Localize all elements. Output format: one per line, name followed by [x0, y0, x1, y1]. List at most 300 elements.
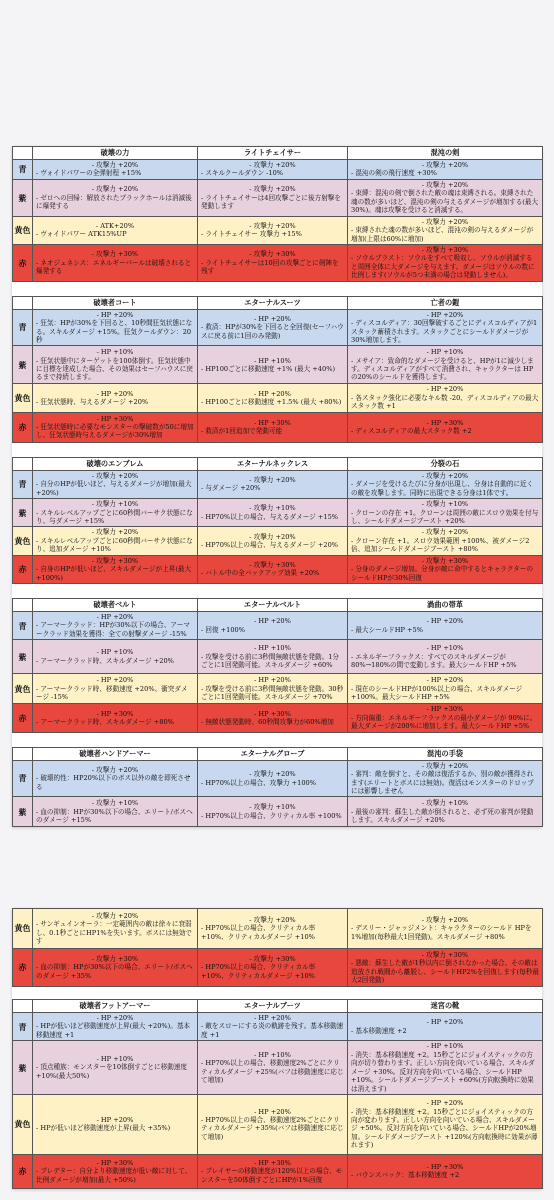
base-stat-line: - 攻撃力 +10%: [249, 504, 296, 513]
effect-text: - 血の抑制：HPが30%以下の場合、エリート/ボスへのダメージ +15%: [36, 807, 193, 825]
effect-text: - クローン存在 +1。スロウ効果範囲 +100%、被ダメージ2倍、追加シールドダメージブースト +80%: [351, 536, 530, 554]
base-stat-line: - 攻撃力 +20%: [249, 185, 296, 194]
base-stat-line: - 攻撃力 +20%: [91, 765, 139, 774]
item-name-header: 混沌の手袋: [348, 747, 543, 760]
base-stat-line: - 攻撃力 +30%: [91, 556, 139, 565]
effect-cell: [33, 640, 198, 674]
effect-cell: [33, 1013, 198, 1041]
effect-cell: [198, 412, 348, 442]
effect-cell: [198, 949, 348, 987]
base-stat-line: - HP +20%: [254, 1014, 291, 1022]
effect-cell: [348, 949, 543, 987]
effect-cell: [198, 499, 348, 527]
effect-cell: [348, 909, 543, 949]
effect-cell: [33, 612, 198, 640]
header-blank-cell: [13, 147, 33, 160]
rarity-row-purple: [13, 179, 543, 216]
rarity-row-red: [13, 1154, 543, 1188]
item-name-header: ライトチェイサー: [198, 147, 348, 160]
base-stat-line: - HP +20%: [426, 310, 464, 319]
base-stat-line: - HP +10%: [254, 644, 291, 653]
rarity-row-purple: [13, 499, 543, 527]
effect-text: - ヴォイドパワーの全弾射程 +15%: [36, 169, 142, 178]
rarity-row-blue: [13, 470, 543, 498]
base-stat-line: - HP +10%: [96, 648, 134, 657]
base-stat-line: - ATK+20%: [95, 221, 135, 230]
base-stat-line: - HP +20%: [96, 1116, 134, 1124]
base-stat-line: - 攻撃力 +20%: [91, 161, 139, 169]
rarity-label: 黄色: [13, 527, 33, 555]
header-blank-cell: [13, 296, 33, 309]
effect-text: - 混沌の剣の飛行速度 +30%: [351, 169, 437, 178]
base-stat-line: - 攻撃力 +20%: [421, 217, 469, 226]
item-name-header: エターナルグローブ: [198, 747, 348, 760]
rarity-row-red: [13, 949, 543, 987]
base-stat-line: - HP +20%: [426, 676, 464, 685]
rarity-label: 青: [13, 1013, 33, 1041]
effect-text: - 攻撃を受ける前に3秒間無敵状態を発動。30秒ごとに1回発動可能。スキルダメージ +70%: [201, 684, 344, 702]
rarity-label: 紫: [13, 179, 33, 216]
base-stat-line: - HP +20%: [254, 676, 291, 685]
effect-text: - HPが低いほど移動速度が上昇(最大 +35%): [36, 1124, 171, 1133]
effect-cell: [348, 797, 543, 827]
effect-cell: [33, 499, 198, 527]
effect-text: - 攻撃を受ける前に3秒間無敵状態を発動。1分ごとに1回発動可能。スキルダメージ +60%: [201, 652, 339, 670]
item-name-header: 分裂の石: [348, 457, 543, 470]
base-stat-line: - 攻撃力 +20%: [91, 471, 139, 480]
base-stat-line: - 攻撃力 +30%: [421, 556, 469, 565]
effect-cell: [198, 179, 348, 216]
header-blank-cell: [13, 747, 33, 760]
effect-cell: [33, 470, 198, 498]
rarity-label: 青: [13, 760, 33, 797]
effect-text: - 血の抑制：HPが30%以下の場合、エリート/ボスへのダメージ +35%: [36, 963, 193, 980]
effect-cell: [33, 179, 198, 216]
rarity-label: 黄色: [13, 909, 33, 949]
item-name-header: 破壊の力: [33, 147, 198, 160]
item-name-header: 亡者の鎧: [348, 296, 543, 309]
effect-cell: [348, 216, 543, 244]
rarity-row-red: [13, 412, 543, 442]
effect-cell: [348, 704, 543, 732]
header-row: [13, 1000, 543, 1013]
rarity-label: 青: [13, 612, 33, 640]
base-stat-line: - HP +20%: [96, 676, 134, 685]
effect-text: - ネオジェネシス：エネルギーパールは破壊されると爆発する: [36, 258, 192, 276]
effect-cell: [348, 1013, 543, 1041]
equipment-table: [12, 296, 543, 443]
base-stat-line: - 攻撃力 +20%: [421, 471, 469, 480]
rarity-label: 紫: [13, 499, 33, 527]
base-stat-line: - HP +30%: [254, 418, 291, 427]
rarity-row-yellow: [13, 1094, 543, 1154]
base-stat-line: - HP +10%: [96, 1054, 134, 1063]
effect-cell: [348, 346, 543, 384]
effect-cell: [348, 555, 543, 583]
item-name-header: 混沌の剣: [348, 147, 543, 160]
base-stat-line: - 攻撃力 +20%: [421, 180, 469, 189]
rarity-row-blue: [13, 160, 543, 180]
effect-cell: [33, 412, 198, 442]
rarity-label: 紫: [13, 1041, 33, 1095]
effect-text: - クローンの存在 +1。クローンは周囲の敵にスロウ効果を付与し、シールドダメージブースト +20%: [351, 508, 539, 525]
header-row: [13, 457, 543, 470]
rarity-label: 紫: [13, 346, 33, 384]
effect-cell: [348, 612, 543, 640]
effect-cell: [33, 160, 198, 180]
equipment-table: [12, 908, 543, 987]
base-stat-line: - 攻撃力 +30%: [249, 560, 296, 569]
effect-text: - エネルギーフラックス：すべてのスキルダメージが 80%→180%の間で変動します。最大シールドHP +5%: [351, 652, 517, 670]
rarity-label: 紫: [13, 797, 33, 827]
effect-text: - 方向偏重：エネルギーフラックスの最小ダメージが 90%に。最大ダメージが200%に増加します。最大シールドHP +5%: [351, 713, 537, 731]
effect-cell: [33, 384, 198, 412]
effect-text: - プレイヤーの移動速度が120%以上の場合、モンスターを50体倒すごとにHPが1%回復: [201, 1167, 343, 1184]
base-stat-line: - HP +30%: [426, 705, 464, 714]
effect-text: - ライトチェイサーは10回の攻撃ごとに剣陣を残す: [201, 258, 339, 276]
rarity-row-red: [13, 555, 543, 583]
item-name-header: エターナルブーツ: [198, 1000, 348, 1013]
base-stat-line: - 攻撃力 +20%: [421, 161, 469, 169]
effect-cell: [198, 797, 348, 827]
rarity-row-red: [13, 704, 543, 732]
effect-cell: [348, 640, 543, 674]
effect-cell: [348, 1041, 543, 1095]
base-stat-line: - 攻撃力 +20%: [421, 761, 469, 770]
effect-cell: [33, 949, 198, 987]
effect-text: - メサイア：致命的なダメージを受けると、HPが1に減少します。ディスコルディアがすべて消費され、キャラクターは HPの20%のシールドを獲得します。: [351, 356, 534, 382]
effect-cell: [348, 1154, 543, 1188]
section-gap: [12, 733, 542, 747]
effect-text: - アーマークラッド時、スキルダメージ +20%: [36, 656, 174, 665]
effect-text: - アーマークラッド：HPが30%以下の場合、アーマークラッド効果を獲得：全ての射撃ダメージ -15%: [36, 621, 190, 638]
base-stat-line: - 攻撃力 +10%: [249, 803, 296, 812]
effect-cell: [198, 1094, 348, 1154]
base-stat-line: - 攻撃力 +30%: [249, 250, 296, 259]
base-stat-line: - HP +20%: [254, 1107, 291, 1116]
base-stat-line: - 攻撃力 +30%: [421, 245, 469, 254]
effect-text: - 分身のダメージ増加。分身が敵に命中するとキャラクターのシールドHPが30%回復: [351, 565, 534, 582]
base-stat-line: - 攻撃力 +20%: [421, 915, 469, 924]
rarity-row-purple: [13, 797, 543, 827]
section-gap: [12, 584, 542, 598]
effect-text: - HP70%以上の場合、移動速度2%ごとにクリティカルダメージ +25%(バフは移動速度に応じて増加): [201, 1059, 344, 1085]
base-stat-line: - HP +20%: [254, 314, 291, 323]
item-name-header: エターナルネックレス: [198, 457, 348, 470]
rarity-label: 黄色: [13, 1094, 33, 1154]
effect-text: - HP70%以上の場合、クリティカル率 +10%、クリティカルダメージ +10%: [201, 924, 316, 941]
rarity-label: 赤: [13, 244, 33, 281]
effect-text: - 救済が1回追加で発動可能: [201, 427, 283, 436]
effect-cell: [198, 384, 348, 412]
base-stat-line: - 攻撃力 +20%: [91, 185, 139, 194]
effect-text: - 与ダメージ +20%: [201, 484, 261, 493]
rarity-row-yellow: [13, 674, 543, 704]
effect-text: - 悪敵：蘇生した敵が1秒以内に倒されなかった場合、その敵は追放され戦闘から離脱し、シールドHP2%を回復します(毎秒最大2回発動): [351, 959, 539, 984]
effect-cell: [33, 1094, 198, 1154]
effect-text: - HP70%以上の場合、与えるダメージ +20%: [201, 541, 339, 550]
effect-text: - ダメージを受けるたびに分身が出現し、分身は自動的に近くの敵を攻撃します。同時に出現できる分身は1体です。: [351, 480, 534, 497]
effect-text: - HPが低いほど移動速度が上昇(最大 +20%)。基本移動速度 +1: [36, 1022, 191, 1039]
equipment-table: [12, 146, 543, 282]
base-stat-line: - HP +10%: [426, 644, 464, 653]
effect-text: - バウンスバック：基本移動速度 +2: [351, 1171, 460, 1180]
item-name-header: 迷宮の靴: [348, 1000, 543, 1013]
effect-cell: [198, 760, 348, 797]
rarity-row-blue: [13, 1013, 543, 1041]
effect-text: - 自分のHPが低いほど、与えるダメージが増加(最大 +20%): [36, 480, 192, 497]
effect-cell: [33, 1041, 198, 1095]
effect-cell: [348, 499, 543, 527]
base-stat-line: - 攻撃力 +30%: [91, 954, 139, 963]
effect-text: - 消失：基本移動速度 +2。15秒ごとにジョイスティックの方向が切り替わります。正しい方向を向いている場合、スキルダメージ +30%。反対方向を向いている場合、シールドHP +10%。シールドダメージブースト +60%(方向転換時に効果は消えます): [351, 1050, 535, 1093]
effect-text: - スキルレベルアップごとに60秒間バーサク状態になり、追加ダメージ +10%: [36, 536, 193, 554]
effect-cell: [198, 1041, 348, 1095]
effect-cell: [348, 309, 543, 346]
header-row: [13, 147, 543, 160]
effect-text: - バトル中の全バックアップ効果 +20%: [201, 569, 320, 578]
effect-text: - デスリー・ジャッジメント：キャラクターのシールド HPを1%増加(毎秒最大1回発動)。スキルダメージ +80%: [351, 924, 532, 941]
rarity-label: 黄色: [13, 384, 33, 412]
base-stat-line: - 攻撃力 +20%: [249, 915, 296, 924]
base-stat-line: - HP +30%: [254, 709, 291, 718]
effect-cell: [198, 909, 348, 949]
item-name-header: 破壊のエンブレム: [33, 457, 198, 470]
header-row: [13, 599, 543, 612]
effect-cell: [198, 216, 348, 244]
effect-text: - HP70%以上の場合、与えるダメージ +15%: [201, 512, 339, 521]
effect-text: - 救済：HPが30%を下回ると全回復(セーフハウスに戻る前に1回のみ発動): [201, 323, 344, 340]
effect-text: - HP70%以上の場合、移動速度2%ごとにクリティカルダメージ +35%(バフは移動速度に応じて増加): [201, 1116, 344, 1141]
effect-text: - 最大シールドHP +5%: [351, 625, 424, 634]
base-stat-line: - HP +30%: [96, 709, 134, 718]
base-stat-line: - HP +30%: [426, 1163, 464, 1171]
base-stat-line: - 攻撃力 +20%: [249, 161, 296, 169]
effect-text: - 頂点種族：モンスターを10体倒すごとに移動速度 +10%(最大50%): [36, 1063, 187, 1080]
effect-cell: [33, 216, 198, 244]
effect-text: - 自身のHPが低いほど、スキルダメージが上昇(最大 +100%): [36, 565, 192, 582]
base-stat-line: - HP +30%: [96, 414, 134, 423]
effect-cell: [348, 760, 543, 797]
rarity-row-blue: [13, 309, 543, 346]
effect-cell: [33, 244, 198, 281]
effect-text: - 基本移動速度 +2: [351, 1026, 407, 1035]
header-blank-cell: [13, 457, 33, 470]
effect-text: - 現在のシールドHPが100%以上の場合、スキルダメージ +100%。最大シールドHP +5%: [351, 684, 523, 702]
effect-cell: [198, 1013, 348, 1041]
base-stat-line: - 攻撃力 +20%: [91, 528, 139, 537]
base-stat-line: - HP +10%: [426, 348, 464, 357]
effect-text: - HP100ごとに移動速度 +1.5% (最大 +80%): [201, 398, 342, 407]
effect-cell: [33, 909, 198, 949]
effect-cell: [348, 160, 543, 180]
effect-cell: [348, 1094, 543, 1154]
base-stat-line: - HP +20%: [426, 1018, 464, 1027]
effect-text: - HP70%以上の場合、クリティカル率 +10%、クリティカルダメージ +10%: [201, 963, 316, 980]
effect-cell: [348, 527, 543, 555]
rarity-label: 赤: [13, 555, 33, 583]
effect-text: - ディスコルディアの最大スタック数 +2: [351, 427, 472, 436]
rarity-label: 紫: [13, 640, 33, 674]
base-stat-line: - HP +10%: [254, 356, 291, 365]
base-stat-line: - 攻撃力 +20%: [249, 532, 296, 541]
equipment-table: [12, 457, 543, 584]
effect-text: - 敵をスローにする炎の軌跡を残す。基本移動速度 +1: [201, 1022, 344, 1039]
effect-text: - 各スタック強化に必要なキル数 -20、ディスコルディアの最大スタック数 +1: [351, 393, 539, 411]
effect-text: - 破壊的性：HP20%以下のボス以外の敵を即死させる: [36, 774, 191, 791]
section-gap: [12, 282, 542, 296]
effect-cell: [348, 244, 543, 281]
effect-cell: [33, 555, 198, 583]
base-stat-line: - HP +20%: [254, 389, 291, 398]
base-stat-line: - 攻撃力 +30%: [421, 950, 469, 959]
rarity-row-yellow: [13, 384, 543, 412]
effect-text: - 審判：敵を倒すと、その敵は復活するか、別の敵が獲得されます(エリートとボスには無効)。復活はモンスターのドロップには影響しません: [351, 770, 534, 795]
effect-cell: [198, 470, 348, 498]
rarity-label: 青: [13, 309, 33, 346]
section-gap: [12, 987, 542, 999]
effect-text: - 回復 +100%: [201, 625, 245, 634]
effect-text: - HP100ごとに移動速度 +1% (最大 +40%): [201, 364, 336, 373]
lower-sheet: [12, 908, 542, 1189]
item-name-header: 破壊者ベルト: [33, 599, 198, 612]
rarity-label: 赤: [13, 704, 33, 732]
base-stat-line: - 攻撃力 +30%: [249, 954, 296, 963]
base-stat-line: - HP +20%: [254, 617, 291, 626]
item-name-header: 破壊者コート: [33, 296, 198, 309]
effect-cell: [348, 412, 543, 442]
item-name-header: 渦曲の帯革: [348, 599, 543, 612]
base-stat-line: - HP +30%: [96, 1158, 134, 1167]
base-stat-line: - HP +20%: [96, 1014, 134, 1022]
base-stat-line: - HP +30%: [426, 418, 464, 427]
section-gap: [12, 443, 542, 457]
base-stat-line: - HP +20%: [96, 613, 134, 621]
item-name-header: 破壊者フットアーマー: [33, 1000, 198, 1013]
effect-cell: [33, 346, 198, 384]
effect-cell: [33, 760, 198, 797]
effect-text: - 無敵状態発動時、60秒間攻撃力が60%増加: [201, 717, 334, 726]
base-stat-line: - HP +20%: [96, 310, 134, 319]
effect-cell: [198, 527, 348, 555]
effect-cell: [198, 309, 348, 346]
rarity-label: 黄色: [13, 216, 33, 244]
effect-text: - ディスコルディア：30回撃破するごとにディスコルディアが1スタック蓄積されます。スタックごとにシールドダメージが30%増加します。: [351, 319, 538, 344]
base-stat-line: - HP +30%: [254, 1158, 291, 1167]
effect-cell: [33, 674, 198, 704]
base-stat-line: - HP +10%: [426, 1042, 464, 1051]
rarity-row-purple: [13, 1041, 543, 1095]
effect-text: - 束縛：混沌の剣で倒された敵の魂は束縛される。束縛された魂の数が多いほど、混沌の剣の与えるダメージが増加する(最大30%)。魂は攻撃を受けると消滅する。: [351, 189, 539, 215]
rarity-label: 赤: [13, 412, 33, 442]
item-name-header: エターナルベルト: [198, 599, 348, 612]
base-stat-line: - 攻撃力 +10%: [91, 500, 139, 509]
effect-text: - 狂気：HPが30%を下回ると、10秒間狂気状態になる。スキルダメージ +15%。狂気クールダウン：20秒: [36, 319, 193, 344]
effect-text: - ソウルブラスト：ソウルをすべて吸収し、ソウルが消滅すると周囲全体に大ダメージを与えます。ダメージはソウルの数に比例します(ソウルが5つ未満の場合は発動しません)。: [351, 254, 535, 280]
base-stat-line: - 攻撃力 +20%: [249, 475, 296, 484]
base-stat-line: - HP +20%: [426, 385, 464, 394]
effect-text: - 狂気状態中にターゲットを100体倒す。狂気状態中に目標を達成した場合、その効果はセーフハウスに戻るまで持続します。: [36, 356, 193, 382]
upper-sheet: [12, 146, 542, 827]
item-name-header: エターナルスーツ: [198, 296, 348, 309]
rarity-label: 赤: [13, 1154, 33, 1188]
base-stat-line: - HP +20%: [426, 617, 464, 626]
base-stat-line: - 攻撃力 +20%: [249, 770, 296, 779]
effect-cell: [348, 179, 543, 216]
effect-cell: [348, 384, 543, 412]
effect-text: - ライトチェイサー 攻撃力 +15%: [201, 230, 302, 239]
rarity-label: 青: [13, 160, 33, 180]
rarity-row-yellow: [13, 216, 543, 244]
header-row: [13, 296, 543, 309]
base-stat-line: - 攻撃力 +20%: [91, 911, 139, 920]
base-stat-line: - 攻撃力 +10%: [91, 799, 139, 808]
equipment-table: [12, 999, 543, 1189]
header-blank-cell: [13, 599, 33, 612]
effect-cell: [198, 612, 348, 640]
effect-cell: [198, 244, 348, 281]
effect-text: - アーマークラッド時、スキルダメージ +80%: [36, 717, 174, 726]
effect-text: - ライトチェイサーは4回攻撃ごとに後方射撃を発動します: [201, 193, 341, 210]
base-stat-line: - HP +10%: [96, 348, 134, 357]
rarity-row-red: [13, 244, 543, 281]
effect-text: - アーマークラッド時、移動速度 +20%、衝突ダメージ -15%: [36, 684, 188, 702]
effect-cell: [198, 674, 348, 704]
rarity-label: 黄色: [13, 674, 33, 704]
rarity-row-yellow: [13, 527, 543, 555]
equipment-table: [12, 747, 543, 828]
effect-cell: [348, 674, 543, 704]
effect-cell: [198, 555, 348, 583]
effect-text: - 狂気状態時、与えるダメージ +20%: [36, 398, 149, 407]
effect-cell: [348, 470, 543, 498]
effect-text: - ヴォイドパワー ATK15%UP: [36, 230, 127, 239]
effect-cell: [33, 1154, 198, 1188]
base-stat-line: - HP +20%: [426, 1099, 464, 1108]
base-stat-line: - HP +10%: [254, 1050, 291, 1059]
base-stat-line: - HP +20%: [96, 389, 134, 398]
effect-text: - プレデター：自分より移動速度が低い敵に対して、比例ダメージが増加(最大 +50%): [36, 1167, 192, 1184]
effect-cell: [33, 797, 198, 827]
effect-text: - 最後の審判：蘇生した敵が倒されると、必ず死の審判が発動します。スキルダメージ +20%: [351, 807, 534, 825]
equipment-table: [12, 598, 543, 733]
header-row: [13, 747, 543, 760]
base-stat-line: - 攻撃力 +10%: [421, 500, 469, 509]
rarity-row-purple: [13, 346, 543, 384]
rarity-row-yellow: [13, 909, 543, 949]
base-stat-line: - 攻撃力 +30%: [91, 250, 139, 259]
rarity-row-purple: [13, 640, 543, 674]
base-stat-line: - 攻撃力 +10%: [421, 799, 469, 808]
effect-cell: [33, 704, 198, 732]
effect-cell: [198, 160, 348, 180]
rarity-row-blue: [13, 612, 543, 640]
effect-text: - スキルレベルアップごとに60秒間バーサク状態になり、与ダメージ +15%: [36, 508, 193, 525]
effect-text: - ゼロへの回帰：解放されたブラックホールは消滅後に爆発する: [36, 193, 192, 210]
rarity-row-blue: [13, 760, 543, 797]
rarity-label: 赤: [13, 949, 33, 987]
effect-cell: [198, 640, 348, 674]
effect-cell: [33, 309, 198, 346]
effect-cell: [33, 527, 198, 555]
rarity-label: 青: [13, 470, 33, 498]
effect-cell: [198, 1154, 348, 1188]
effect-cell: [198, 346, 348, 384]
header-blank-cell: [13, 1000, 33, 1013]
effect-cell: [198, 704, 348, 732]
effect-text: - 束縛された魂の数が多いほど、混沌の剣の与えるダメージが増加(上限は60%に増加): [351, 226, 534, 243]
item-name-header: 破壊者ハンドアーマー: [33, 747, 198, 760]
